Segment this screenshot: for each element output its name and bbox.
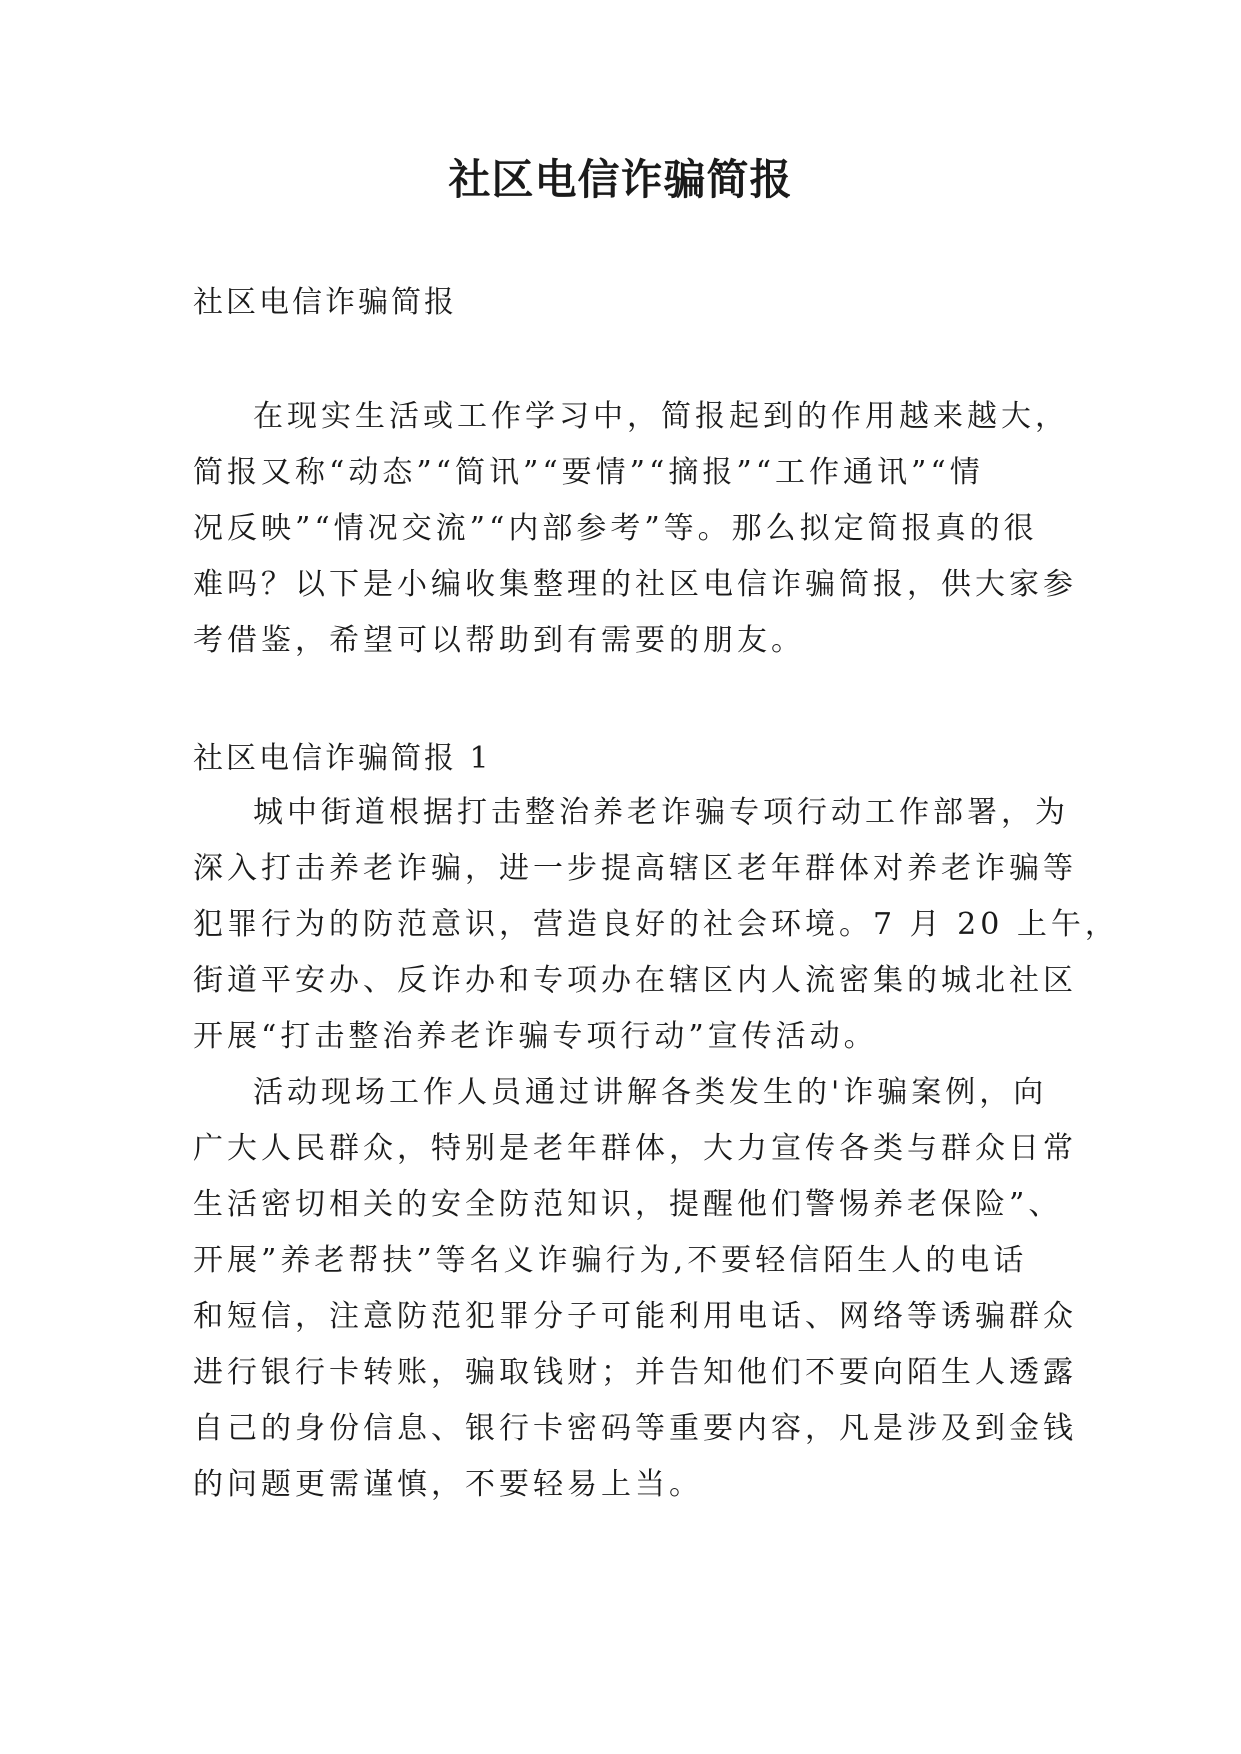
document-title: 社区电信诈骗简报 [448, 155, 793, 204]
paragraph-line: 广大人民群众，特别是老年群体，大力宣传各类与群众日常 [193, 1131, 1077, 1166]
paragraph-line: 犯罪行为的防范意识，营造良好的社会环境。7 月 20 上午， [193, 907, 1119, 942]
paragraph-line: 开展”养老帮扶”等名义诈骗行为,不要轻信陌生人的电话 [193, 1243, 1028, 1278]
intro-line: 难吗？以下是小编收集整理的社区电信诈骗简报，供大家参 [193, 567, 1077, 602]
document-subtitle: 社区电信诈骗简报 [193, 285, 457, 320]
document-body [193, 284, 1119, 1504]
paragraph-line: 城中街道根据打击整治养老诈骗专项行动工作部署，为 [253, 795, 1069, 830]
paragraph-line: 街道平安办、反诈办和专项办在辖区内人流密集的城北社区 [193, 963, 1077, 998]
paragraph-line: 深入打击养老诈骗，进一步提高辖区老年群体对养老诈骗等 [193, 851, 1077, 886]
paragraph-line: 的问题更需谨慎，不要轻易上当。 [193, 1467, 703, 1502]
intro-line: 况反映”“情况交流”“内部参考”等。那么拟定简报真的很 [193, 511, 1038, 546]
section-heading: 社区电信诈骗简报 1 [193, 741, 492, 776]
paragraph-line: 开展“打击整治养老诈骗专项行动”宣传活动。 [193, 1019, 878, 1054]
paragraph-line: 和短信，注意防范犯罪分子可能利用电话、网络等诱骗群众 [193, 1299, 1077, 1334]
paragraph-line: 进行银行卡转账，骗取钱财；并告知他们不要向陌生人透露 [193, 1355, 1077, 1390]
paragraph-line: 生活密切相关的安全防范知识，提醒他们警惕养老保险”、 [193, 1187, 1063, 1222]
intro-line: 在现实生活或工作学习中，简报起到的作用越来越大， [253, 399, 1069, 434]
paragraph-1 [193, 794, 1119, 1056]
intro-line: 简报又称“动态”“简讯”“要情”“摘报”“工作通讯”“情 [193, 455, 984, 490]
intro-paragraph [193, 398, 1077, 660]
paragraph-2 [193, 1074, 1077, 1504]
paragraph-line: 自己的身份信息、银行卡密码等重要内容，凡是涉及到金钱 [193, 1411, 1077, 1446]
intro-line: 考借鉴，希望可以帮助到有需要的朋友。 [193, 623, 805, 658]
paragraph-line: 活动现场工作人员通过讲解各类发生的'诈骗案例，向 [253, 1075, 1048, 1110]
